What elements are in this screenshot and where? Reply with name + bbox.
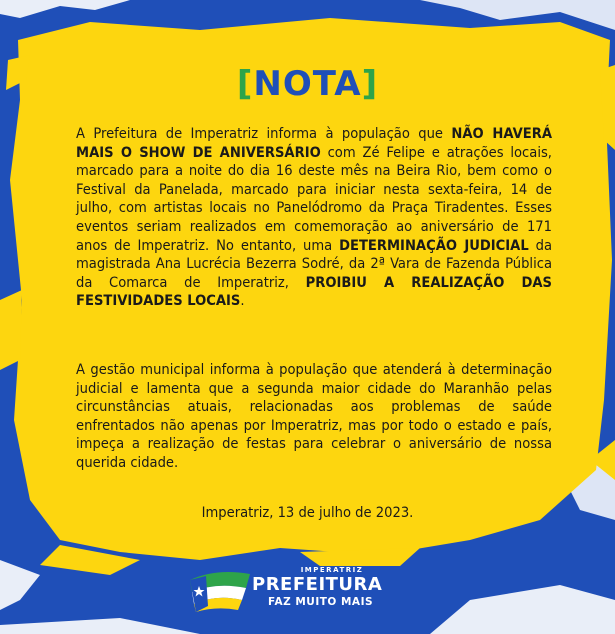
logo-city-label: IMPERATRIZ: [300, 566, 364, 574]
bold-segment: PROIBIU A REALIZAÇÃO DAS FESTIVIDADES LOCAIS: [76, 273, 552, 310]
page-title: [0, 64, 615, 104]
bold-segment: DETERMINAÇÃO JUDICIAL: [339, 236, 529, 254]
title-word: NOTA: [253, 64, 362, 104]
title-bracket-close: ]: [361, 64, 379, 104]
logo-slogan: FAZ MUITO MAIS: [268, 596, 374, 608]
paragraph-statement: A gestão municipal informa à população que atenderá à determinação judicial e lamenta que a segunda maior cidade do Maranhão pelas circunstâncias atuais, relacionadas aos problemas de saúde enfrentados não apenas por Imperatriz, mas por todo o estado e país, impeça a realização de festas para celebrar o aniversário de nossa querida cidade.: [76, 361, 552, 471]
prefeitura-logo: [186, 566, 386, 616]
logo-title: PREFEITURA: [252, 574, 383, 595]
bold-segment: NÃO HAVERÁ MAIS O SHOW DE ANIVERSÁRIO: [76, 125, 552, 161]
imperatriz-flag-icon: [186, 566, 254, 612]
text-segment: A Prefeitura de Imperatriz informa à população que: [76, 125, 452, 142]
text-segment: da magistrada Ana Lucrécia Bezerra Sodré, da 2ª Vara de Fazenda Pública da Comarca de Imperatriz,: [76, 236, 552, 291]
text-segment: com Zé Felipe e atrações locais, marcado para a noite do dia 16 deste mês na Beira Rio, bem como o Festival da Panelada, marcado para iniciar nesta sexta-feira, 14 de julho, com artistas locais no Panelódromo da Praça Tiradentes. Esses eventos seriam realizados em comemoração ao aniversário de 171 anos de Imperatriz. No entanto, uma: [76, 143, 552, 254]
title-bracket-open: [: [236, 64, 254, 104]
date-line: Imperatriz, 13 de julho de 2023.: [201, 504, 414, 521]
text-segment: .: [240, 292, 245, 310]
paragraph-announcement: [76, 125, 552, 311]
